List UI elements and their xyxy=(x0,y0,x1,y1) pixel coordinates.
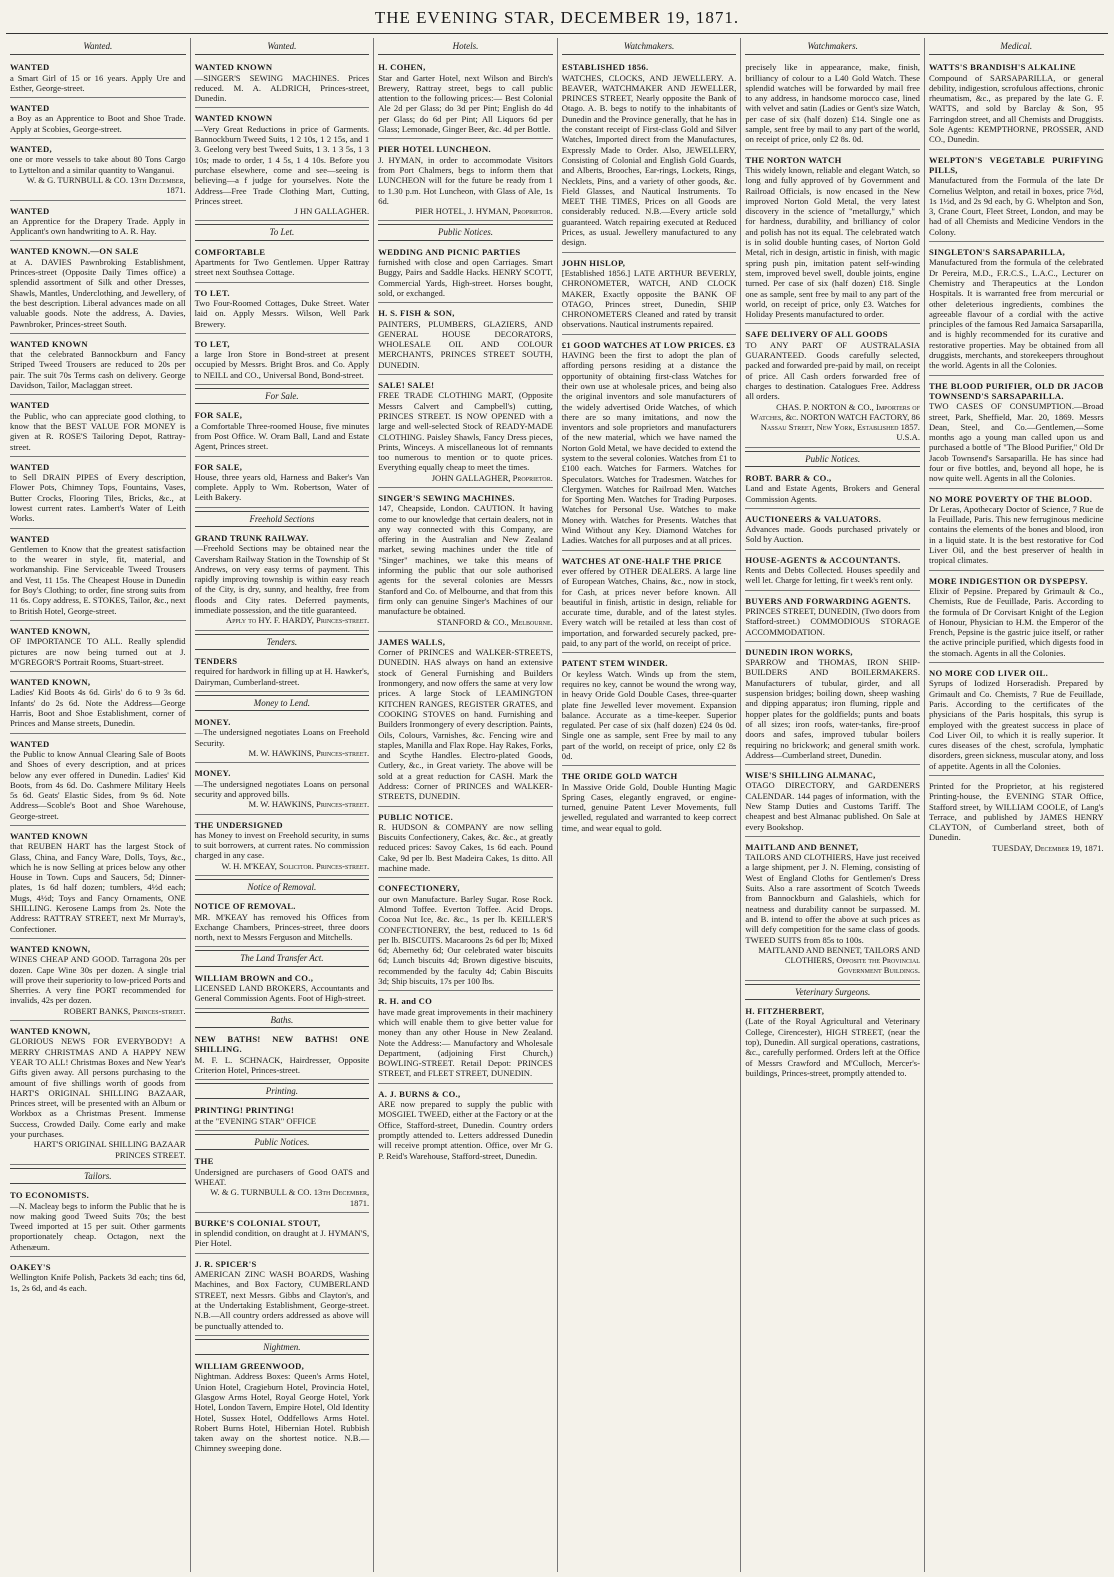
ad-headline: THE NORTON WATCH xyxy=(745,154,842,165)
column-2 xyxy=(190,38,374,1572)
ad-body: a Comfortable Three-roomed House, five minutes from Post Office. W. Oram Ball, Land and Estate Agent, Princes street. xyxy=(194,420,370,452)
ad-headline: JAMES WALLS, xyxy=(378,636,446,647)
section-heading: Veterinary Surgeons. xyxy=(745,984,920,1000)
ad-body: WINES CHEAP AND GOOD. Tarragona 20s per dozen. Cape Wine 30s per dozen. A single trial will prove their superiority to low-priced Ports and Sherries. A very fine PORT recommended for invalids, 42s per dozen. xyxy=(10,954,186,1006)
advertisement xyxy=(10,531,186,621)
advertisement xyxy=(10,59,186,98)
ad-signature: MAITLAND AND BENNET, TAILORS AND CLOTHIERS, Opposite the Provincial Government Buildings. xyxy=(758,944,920,976)
advertisement xyxy=(745,644,920,765)
ad-body: Manufactured from the Formula of the late Dr Cornelius Welpton, and retail in boxes, price 7½d, 1s 1½d, and 2s 9d each, by G. Whelpton and Son, 3, Crane Court, Fleet Street, London, and may be had of all Chemists and Medicine Vendors in the Colony. xyxy=(928,175,1104,237)
advertisement xyxy=(745,326,920,447)
ad-body: ARE now prepared to supply the public with MOSGIEL TWEED, either at the Factory or at the Office, Stafford-street, Dunedin. Country orders promptly attended to. Letters addressed Dunedin will receive prompt attention. Office, over Mr G. P. Reid's Warehouse, Stafford-street, Dunedin. xyxy=(378,1099,553,1161)
ad-headline: WANTED xyxy=(10,103,50,114)
section-heading: Baths. xyxy=(195,1012,370,1028)
advertisement xyxy=(10,141,186,200)
advertisement xyxy=(10,1023,186,1165)
advertisement xyxy=(10,828,186,939)
ad-headline: WANTED xyxy=(10,533,50,544)
ad-headline: TO LET, xyxy=(194,338,230,349)
ad-body: GLORIOUS NEWS FOR EVERYBODY! A MERRY CHRISTMAS AND A HAPPY NEW YEAR TO ALL! Christmas Boxes and New Year's Gifts given away. All persons purchasing to the amount of five shillings worth of goods from HART'S ORIGINAL SHILLING BAZAAR, Princes street, will be presented with an Album or Workbox as a Christmas Present. Immense Success, Crowded Daily. Come early and make your purchases. xyxy=(10,1036,186,1140)
column-6 xyxy=(924,38,1108,1572)
ad-body: a Boy as an Apprentice to Boot and Shoe Trade. Apply at Scobies, George-street. xyxy=(10,113,186,134)
advertisement xyxy=(745,152,920,325)
column-1 xyxy=(6,38,190,1572)
ad-headline: WANTED KNOWN xyxy=(10,831,88,841)
advertisement xyxy=(929,665,1104,776)
advertisement xyxy=(195,459,370,508)
ad-body: House, three years old, Harness and Baker's Van complete. Apply to Wm. Robertson, Water of Leith Bakery. xyxy=(194,471,370,503)
ad-headline: PATENT STEM WINDER. xyxy=(561,658,668,669)
advertisement xyxy=(562,768,737,837)
advertisement xyxy=(745,767,920,837)
ad-headline: NO MORE COD LIVER OIL. xyxy=(928,668,1049,679)
ad-body: TWO CASES OF CONSUMPTION.—Broad street, Park, Sheffield, Mar. 20, 1869. Messrs Dean, Steel, and Co.—Gentlemen,—Some months ago a young man called upon us and purchased a bottle of "The Blood Purifier," Old Dr Jacob Townsend's Sarsaparilla. He has since had four or five bottles, and, beyond all hope, he is now quite well. Agents in all the Colonies. xyxy=(928,401,1104,484)
ad-body: TAILORS AND CLOTHIERS, Have just received a large shipment, per J. N. Fleming, consisting of West of England Cloths for Gentlemen's Dress Suits. Also a rare assortment of Scotch Tweeds from Bannockburn and Galashiels, which for neatness and durability cannot be surpassed. M. and B. intend to offer the above at such prices as will defy competition for the same class of goods. TWEED SUITS from 85s to 100s. xyxy=(745,852,920,945)
ad-headline: WANTED, xyxy=(10,144,52,155)
ad-body: [Established 1856.] LATE ARTHUR BEVERLY, CHRONOMETER, WATCH, AND CLOCK MAKER, Exactly opposite the BANK OF OTAGO, Princes street, Dunedin, SHIP CHRONOMETERS Cleaned and rated by transit observations. Nautical instruments repaired. xyxy=(561,267,737,330)
ad-body: —SINGER'S SEWING MACHINES. Prices reduced. M. A. ALDRICH, Princes-street, Dunedin. xyxy=(194,72,370,104)
ad-body: Land and Estate Agents, Brokers and General Commission Agents. xyxy=(745,483,920,504)
ad-signature: M. W. HAWKINS, Princes-street. xyxy=(248,748,370,759)
ad-signature: HART'S ORIGINAL SHILLING BAZAAR PRINCES STREET. xyxy=(33,1139,186,1160)
advertisement xyxy=(378,377,553,488)
ad-body: WATCHES, CLOCKS, AND JEWELLERY. A. BEAVER, WATCHMAKER AND JEWELLER, PRINCES STREET, Nearly opposite the Bank of Otago. A. B. begs to notify to the inhabitants of Dunedin and the Province generally, that he has in the constant receipt of First-class Gold and Silver Watches, Imported direct from the Manufactures, Expressly Made to Order. Also, JEWELLERY, Consisting of Colonial and English Gold Guards, and Alberts, Brooches, Ear-rings, Lockets, Rings, Necklets, Pins, and a variety of other goods, &c. Field Glasses, and Nautical Instruments. To MEET THE TIMES, Prices on all Goods are considerably reduced. N.B.—Every article sold guaranteed. Watch repairing executed at Reduced Prices, as usual. Jewellery manufactured to any design. xyxy=(561,72,737,248)
ad-headline: WATCHES AT ONE-HALF THE PRICE xyxy=(561,555,722,566)
ad-headline: WATTS'S BRANDISH'S ALKALINE xyxy=(928,62,1076,73)
ad-body: Elixir of Pepsine. Prepared by Grimault & Co., Chemists, Rue de Feuillade, Paris. According to the formula of Dr Corvisart Knight of the Legion of Honour, Physician to H.M. the Emperor of the French, Pepsine is the gastric juice itself, or rather the active principle purified, which digests food in the stomach. Agents in all the Colonies. xyxy=(928,585,1104,658)
ad-body: that the celebrated Bannockburn and Fancy Striped Tweed Trousers are reduced to 20s per pair. The suit 70s Terms cash on delivery. George Davidson, Tailor, Maclaggan street. xyxy=(10,349,186,391)
ad-signature: M. W. HAWKINS, Princes-street. xyxy=(248,799,370,810)
advertisement xyxy=(10,1259,186,1297)
ad-headline: WANTED KNOWN xyxy=(194,113,273,124)
advertisement xyxy=(10,397,186,456)
ad-body: Ladies' Kid Boots 4s 6d. Girls' do 6 to 9 3s 6d. Infants' do 2s 6d. Note the Address—George Harris, Boot and Shoe Establishment, corner of Princes and Manse streets, Dunedin. xyxy=(10,687,186,729)
section-heading: Printing. xyxy=(195,1083,370,1099)
ad-body: ever offered by OTHER DEALERS. A large line of European Watches, Chains, &c., now in stock, for Cash, at prices never before known. All beautiful in finish, artistic in design, reliable for accurate time, durable, and of the latest styles. Every watch will be retailed at less than cost of importation, and forwarded securely packed, pre-paid, to any part of the world, on receipt of price. xyxy=(561,565,737,649)
ad-headline: MONEY. xyxy=(194,768,231,779)
column-3 xyxy=(373,38,557,1572)
ad-headline: £1 GOOD WATCHES AT LOW PRICES. £3 xyxy=(561,339,736,350)
ad-body: —The undersigned negotiates Loans on personal security and approved bills. xyxy=(194,778,370,799)
ad-body: required for hardwork in filling up at H. Hawker's, Dairyman, Cumberland-street. xyxy=(194,666,370,687)
advertisement xyxy=(195,765,370,814)
ad-headline: MONEY. xyxy=(194,717,231,728)
ad-headline: WILLIAM GREENWOOD, xyxy=(194,1361,305,1372)
advertisement xyxy=(745,593,920,642)
ad-headline: WANTED KNOWN xyxy=(10,338,88,349)
advertisement xyxy=(378,305,553,375)
ad-body: furnished with close and open Carriages. Smart Buggy, Pairs and Saddle Hacks. HENRY SCOTT, Commercial Yards, High-street. Horses bought, sold, or exchanged. xyxy=(378,257,553,298)
ad-headline: H. FITZHERBERT, xyxy=(745,1006,825,1017)
advertisement xyxy=(745,511,920,550)
column-heading: Wanted. xyxy=(195,38,370,55)
ad-body: that REUBEN HART has the largest Stock of Glass, China, and Fancy Ware, Dolls, Toys, &c., which he is now Selling at prices below any other House in Town. Cups and Saucers, 5d; Dinner-plates, 1s 6d half dozen; tumblers, 4½d each; Mugs, 4½d; Toys and Fancy Ornaments, ONE SHILLING. Kerosene Lamps from 2s. Note the Address: RATTRAY STREET, next Mr Murray's, Confectioner. xyxy=(10,841,186,934)
ad-body: OTAGO DIRECTORY, and GARDENERS CALENDAR. 144 pages of information, with the New Stamp Duties and Customs Tariff. The cheapest and best Almanac published. On Sale at every Bookshop. xyxy=(745,780,920,832)
advertisement xyxy=(195,336,370,385)
ad-signature: TUESDAY, December 19, 1871. xyxy=(992,842,1104,853)
advertisement xyxy=(562,655,737,766)
ad-headline: THE UNDERSIGNED xyxy=(194,819,283,830)
advertisement xyxy=(10,1187,186,1257)
ad-headline: JOHN HISLOP, xyxy=(561,257,626,268)
ad-body: an Apprentice for the Drapery Trade. Apply in Applicant's own handwriting to A. R. Hay. xyxy=(10,215,186,237)
ad-signature: CHAS. P. NORTON & CO., Importers of Watches, &c. NORTON WATCH FACTORY, 86 Nassau Street, New York, Established 1857. U.S.A. xyxy=(750,401,920,443)
advertisement xyxy=(10,203,186,242)
ad-body: Undersigned are purchasers of Good OATS and WHEAT. xyxy=(194,1166,370,1187)
ad-headline: BUYERS AND FORWARDING AGENTS. xyxy=(745,595,911,606)
advertisement xyxy=(195,1031,370,1080)
advertisement xyxy=(745,1003,920,1082)
advertisement xyxy=(562,59,737,252)
advertisement xyxy=(10,941,186,1021)
ad-headline: WANTED xyxy=(10,400,50,411)
ad-body: Wellington Knife Polish, Packets 3d each; tins 6d, 1s, 2s 6d, and 4s each. xyxy=(10,1272,186,1293)
ad-headline: WANTED KNOWN xyxy=(194,62,273,73)
ad-body: Corner of PRINCES and WALKER-STREETS, DUNEDIN. HAS always on hand an extensive stock of General Furnishing and Builders Ironmongery, and now offers the same at very low prices. A large Stock of LEAMINGTON KITCHEN RANGES, REGISTER GRATES, and COOKING STOVES on hand. Furnishing and Builders Ironmongery of every description. Paints, Oils, Colours, Varnishes, &c. Fencing wire and staples, Manilla and Flax Rope. Hay Rakes, Forks, and Scythe Handles. Electro-plated Goods, Cutlery, &c., in Great variety. The above will be sold at a great reduction for CASH. Mark the Address: Corner of PRINCES and WALKER-STREETS, DUNEDIN. xyxy=(378,647,553,802)
ad-body: Manufactured from the formula of the celebrated Dr Pereira, M.D., F.R.C.S., L.A.C., Lecturer on Chemistry and Therapeutics at the London Hospitals. It is warranted free from mercurial or other deleterious ingredients, combines the agreeable flavour of a cordial with the active principles of the famous Red Jamaica Sarsaparilla, and is highly recommended for its curative and restorative properties. May be obtained from all druggists, merchants, and storekeepers throughout the world. Agents in all the Colonies. xyxy=(928,257,1104,371)
advertisement xyxy=(378,809,553,879)
section-heading: The Land Transfer Act. xyxy=(195,950,370,966)
ad-body: Gentlemen to Know that the greatest satisfaction to the wearer in style, fit, material, and workmanship. Fine Serviceable Tweed Trousers and Vest, 11 15s. The Cheapest House in Dunedin for Boy's Clothing; to order, fine strong suits from 11 6s. Copy address, E. STOKES, Tailor, &c., next to British Hotel, George-street. xyxy=(10,543,186,616)
ad-headline: A. J. BURNS & CO., xyxy=(378,1088,461,1099)
ad-body: (Late of the Royal Agricultural and Veterinary College, Cirencester), HIGH STREET, (near the top), Dunedin. All surgical operations, castrations, &c., carefully performed. Orders left at the Office of Messrs Crawford and M'Culloch, Mercer's-buildings, Princes-street, promptly attended to. xyxy=(745,1016,920,1078)
advertisement xyxy=(562,255,737,335)
advertisement xyxy=(195,110,370,221)
section-heading: Public Notices. xyxy=(195,1134,370,1150)
section-heading: Tailors. xyxy=(10,1168,186,1184)
advertisement xyxy=(562,337,737,551)
advertisement xyxy=(195,530,370,631)
ad-body: J. HYMAN, in order to accommodate Visitors from Port Chalmers, begs to inform them that LUNCHEON will for the future be ready from 1 to 1.30 p.m. Hot Luncheon, with Glass of Ale, 1s 6d. xyxy=(378,154,553,206)
advertisement xyxy=(562,553,737,654)
ad-signature: W. & G. TURNBULL & CO. 13th December, 1871. xyxy=(26,174,186,196)
ad-body: Nightman. Address Boxes: Queen's Arms Hotel, Union Hotel, Cragieburn Hotel, Provincia Hotel, Glasgow Arms Hotel, Royal George Hotel, York Hotel, London Tavern, Empire Hotel, Old Identity Hotel, Sussex Hotel, Oddfellows Arms Hotel. Robert Burns Hotel, Hibernian Hotel. Rubbish taken away on the shortest notice. N.B.—Chimney sweeping done. xyxy=(194,1371,370,1454)
ad-headline: TENDERS xyxy=(194,655,238,666)
ad-headline: FOR SALE, xyxy=(194,461,243,472)
ad-body: In Massive Oride Gold, Double Hunting Magic Spring Cases, elegantly engraved, or engine-turned, genuine Patent Lever Movements, full jewelled, regulated and warranted to keep correct time, and wear equal to gold. xyxy=(561,781,737,833)
ad-body: Dr Leras, Apothecary Doctor of Science, 7 Rue de la Feuillade, Paris. This new ferruginous medicine contains the elements of the bones and blood, iron in a liquid state. It is the best restorative for Cod Liver Oil, and the best preserver of health in tropical climates. xyxy=(928,503,1104,566)
advertisement xyxy=(195,407,370,456)
ad-headline: WISE'S SHILLING ALMANAC, xyxy=(745,770,876,781)
column-4 xyxy=(557,38,741,1572)
advertisement xyxy=(195,898,370,947)
section-heading: To Let. xyxy=(195,224,370,240)
advertisement xyxy=(929,778,1104,857)
advertisement xyxy=(10,336,186,395)
ad-body: the Public to know Annual Clearing Sale of Boots and Shoes of every description, and at prices below any ever offered in Dunedin. Ladies' Kid Boots, from 4s 6d. Do. Cashmere Military Heels 5s 6d. Geats' Elastic Sides, from 9s 6d. Note Address—Scoble's Boot and Shoe Warehouse, George-street. xyxy=(10,748,186,821)
advertisement xyxy=(378,490,553,632)
advertisement xyxy=(195,1358,370,1458)
ad-body: OF IMPORTANCE TO ALL. Really splendid pictures are now being turned out at J. M'GREGOR'S Portrait Rooms, Stuart-street. xyxy=(10,636,186,667)
ad-body: at A. DAVIES Pawnbroking Establishment, Princes-street (Opposite Daily Times office) a splendid assortment of Silk and other Dresses, Shawls, Mantles, Underclothing, and Jewellery, of the best description. Liberal advances made on all valuable goods. Note the address, A. Davies, Pawnbroker, Princes-street South. xyxy=(10,256,186,329)
masthead: THE EVENING STAR, DECEMBER 19, 1871. xyxy=(374,8,740,27)
advertisement xyxy=(378,634,553,807)
advertisement xyxy=(195,714,370,763)
ad-headline: NEW BATHS! NEW BATHS! ONE SHILLING. xyxy=(194,1033,370,1055)
ad-headline: DUNEDIN IRON WORKS, xyxy=(745,646,853,657)
ad-body: SPARROW and THOMAS, IRON SHIP-BUILDERS AND BOILERMAKERS. Manufacturers of tubular, girder, and all suspension bridges; boiling down, sheep washing and dipping apparatus; iron fluming, ripple and hopper plates for the goldfields; punts and boats of all sizes; iron roofs, water-tanks, fire-proof doors and safes, improved tubular boilers requiring no brickwork; and general smith work. Address—Cumberland street, Dunedin. xyxy=(745,657,920,760)
section-heading: For Sale. xyxy=(195,388,370,404)
ad-signature: ROBERT BANKS, Princes-street. xyxy=(63,1005,186,1016)
advertisement xyxy=(195,1256,370,1336)
ad-body: 147, Cheapside, London. CAUTION. It having come to our knowledge that certain dealers, not in any way connected with this Company, are offering in the Australian and New Zealand market, sewing machines under the title of "Singer" machines, we take this means of informing the public that our sole authorised agents for the several colonies are Messrs Stanford and Co. of Melbourne, and that from this firm only can genuine Singer's Machines of our manufacture be obtained. xyxy=(378,503,553,617)
ad-headline: WANTED KNOWN, xyxy=(10,625,91,636)
advertisement xyxy=(745,59,920,149)
ad-body: R. HUDSON & COMPANY are now selling Biscuits Confectionery, Cakes, &c. &c., at greatly reduced prices: Savoy Cakes, 1s 6d each. Pound Cake, 9d per lb. Best Madeira Cakes, 1s ditto. All machine made. xyxy=(378,821,553,874)
ad-body: at the "EVENING STAR" OFFICE xyxy=(194,1115,316,1126)
ad-body: TO ANY PART OF AUSTRALASIA GUARANTEED. Goods carefully selected, packed and forwarded pre-paid by mail, on receipt of price. All Cash orders forwarded free of charges to destination. Catalogues Free. Address all orders. xyxy=(745,339,920,402)
ad-signature: STANFORD & CO., Melbourne. xyxy=(436,616,553,627)
ad-body: Advances made. Goods purchased privately or Sold by Auction. xyxy=(745,524,920,545)
masthead-rule xyxy=(6,33,1108,34)
ad-body: M. F. L. SCHNACK, Hairdresser, Opposite Criterion Hotel, Princes-street. xyxy=(194,1054,370,1075)
advertisement xyxy=(929,152,1104,242)
section-heading: Notice of Removal. xyxy=(195,879,370,895)
advertisement xyxy=(745,470,920,509)
advertisement xyxy=(195,817,370,876)
ad-headline: H. S. FISH & SON, xyxy=(378,308,455,319)
ad-signature: Apply to HY. F. HARDY, Princes-street. xyxy=(225,615,370,626)
ad-headline: OAKEY'S xyxy=(10,1261,51,1272)
advertisement xyxy=(195,59,370,108)
ad-body: Two Four-Roomed Cottages, Duke Street. Water laid on. Apply Messrs. Wilson, Well Park Brewery. xyxy=(194,297,370,329)
ad-signature: JOHN GALLAGHER, Proprietor. xyxy=(431,472,553,483)
ad-headline: WANTED KNOWN, xyxy=(10,943,91,954)
advertisement xyxy=(10,243,186,333)
ad-headline: PIER HOTEL LUNCHEON. xyxy=(378,144,491,155)
advertisement xyxy=(745,552,920,591)
column-heading: Wanted. xyxy=(10,38,186,55)
advertisement xyxy=(378,1086,553,1165)
ad-body: have made great improvements in their machinery which will enable them to give better value for money than any other House in New Zealand. Note the Address:— Manufactory and Wholesale Department, (adjoining First Church,) BOWLING-STREET. Retail Depot: PRINCES STREET, and FLEET STREET, DUNEDIN. xyxy=(378,1006,553,1079)
ad-body: a Smart Girl of 15 or 16 years. Apply Ure and Esther, George-street. xyxy=(10,72,186,93)
column-heading: Hotels. xyxy=(378,38,553,55)
ad-headline: WELPTON'S VEGETABLE PURIFYING PILLS, xyxy=(928,154,1104,175)
ad-body: Apartments for Two Gentlemen. Upper Rattray street next Southsea Cottage. xyxy=(194,257,370,278)
advertisement xyxy=(929,378,1104,489)
section-heading: Money to Lend. xyxy=(195,695,370,711)
advertisement xyxy=(195,1102,370,1131)
ad-headline: WANTED KNOWN, xyxy=(10,677,91,688)
ad-signature: W. & G. TURNBULL & CO. 13th December, 1871. xyxy=(210,1187,370,1208)
ad-body: one or more vessels to take about 80 Tons Cargo to Lyttelton and a similar quantity to Wanganui. xyxy=(10,154,186,175)
advertisement xyxy=(378,993,553,1083)
advertisement xyxy=(195,970,370,1009)
ad-headline: COMFORTABLE xyxy=(194,246,266,257)
ad-headline: MORE INDIGESTION OR DYSPEPSY. xyxy=(928,575,1088,586)
ad-signature: PIER HOTEL, J. HYMAN, Proprietor. xyxy=(414,206,553,217)
ad-body: —The undersigned negotiates Loans on Freehold Security. xyxy=(194,727,370,748)
ad-headline: ROBT. BARR & CO., xyxy=(745,472,832,483)
column-heading: Watchmakers. xyxy=(745,38,920,55)
ad-headline: AUCTIONEERS & VALUATORS. xyxy=(745,513,882,524)
ad-body: MR. M'KEAY has removed his Offices from Exchange Chambers, Princes-street, three doors north, next to Messrs Ferguson and Mitchells. xyxy=(194,911,370,943)
section-heading: Public Notices. xyxy=(378,224,553,240)
ad-signature: W. H. M'KEAY, Solicitor. Princes-street. xyxy=(221,860,370,871)
ad-body: precisely like in appearance, make, finish, brilliancy of colour to a L40 Gold Watch. These splendid watches will be forwarded by mail free to any address, in handsome morocco case, lined with velvet and satin (Ladies or Gent's size Watch, per case of six (half dozen) £14. Single one as sample, sent free by mail to any part of the world, on receipt of price, only £2 8s. 0d. xyxy=(745,62,920,145)
advertisement xyxy=(929,491,1104,571)
ad-headline: TO LET. xyxy=(194,287,230,298)
ad-body: Or keyless Watch. Winds up from the stem, requires no key, cannot be wound the wrong way, in heavy Oride Gold Double Cases, three-quarter plate fine Jewelled lever movement. Expansion balance. Accurate as a time-keeper. Superior regulated. Per case of six (half dozen) £24 0s 0d. Single one as sample, sent Free by mail to any part of the world, on receipt of price, only £2 8s 0d. xyxy=(561,668,737,761)
section-heading: Freehold Sections xyxy=(195,511,370,527)
ad-headline: SINGER'S SEWING MACHINES. xyxy=(378,492,515,503)
ad-body: HAVING been the first to adopt the plan of affording persons residing at a distance the opportunity of obtaining first-class Watches for their own use at wholesale prices, and being also the original inventors and sole manufacturers of the widely advertised Oride Watches, of which there are so many imitations, and now the inventors and sole proprietors and manufacturers of the new material, which we have named the Norton Gold Metal, we have decided to extend the system to the several colonies. Watches from £1 to £100 each. Watches for Farmers. Watches for Speculators. Watches for Tradesmen. Watches for Clergymen. Watches for Railroad Men. Watches for Sporting Men. Watches for Trading Purposes. Watches for Personal Use. Watches to make Money with. Watches for Presents. Watches that Wind Without any Key. Diamond Watches for Ladies. Watches for all purposes and at all prices. xyxy=(561,350,737,546)
advertisement xyxy=(10,674,186,733)
ad-body: PAINTERS, PLUMBERS, GLAZIERS, AND GENERAL HOUSE DECORATORS, WHOLESALE OIL AND COLOUR MERCHANTS, PRINCES STREET SOUTH, DUNEDIN. xyxy=(378,318,553,370)
advertisement xyxy=(929,244,1104,376)
ad-body: LICENSED LAND BROKERS, Accountants and General Commission Agents. Foot of High-street. xyxy=(194,983,370,1004)
column-heading: Watchmakers. xyxy=(562,38,737,55)
ad-headline: HOUSE-AGENTS & ACCOUNTANTS. xyxy=(745,554,901,565)
ad-body: FREE TRADE CLOTHING MART, (Opposite Messrs Calvert and Campbell's) cutting, PRINCES STREET. IS NOW OPENED with a large and well-selected Stock of READY-MADE CLOTHING. Paisley Shawls, Fancy Dress pieces, Prints, Winceys. A miscellaneous lot of remnants too numerous to mention or to quote prices. Everything equally cheap to meet the times. xyxy=(378,390,553,473)
ad-headline: R. H. and CO xyxy=(378,996,433,1007)
ad-headline: CONFECTIONERY, xyxy=(378,883,460,894)
ad-headline: THE BLOOD PURIFIER, OLD DR JACOB TOWNSEND'S SARSAPARILLA. xyxy=(928,380,1104,401)
ad-headline: ESTABLISHED 1856. xyxy=(561,62,649,73)
ad-headline: WANTED KNOWN.—ON SALE xyxy=(10,246,139,257)
ad-headline: BURKE'S COLONIAL STOUT, xyxy=(194,1217,321,1228)
advertisement xyxy=(745,839,920,981)
section-heading: Public Notices. xyxy=(745,451,920,467)
ad-body: Star and Garter Hotel, next Wilson and Birch's Brewery, Rattray street, begs to call public attention to the following prices:— Best Colonial Ale 2d per Glass; do 3d per Pint; English do 4d per Glass; do 6d per Pint; All Liquors 6d per Glass; Lemonade, Ginger Beer, &c. 4d per Bottle. xyxy=(378,72,553,135)
advertisement xyxy=(378,880,553,991)
advertisement xyxy=(378,141,553,221)
ad-body: in splendid condition, on draught at J. HYMAN'S, Pier Hotel. xyxy=(194,1228,370,1249)
ad-headline: WANTED xyxy=(10,738,50,749)
ad-headline: PRINTING! PRINTING! xyxy=(194,1105,295,1116)
ad-headline: FOR SALE, xyxy=(194,410,243,421)
ad-headline: WILLIAM BROWN and CO., xyxy=(194,972,314,983)
ad-headline: WANTED KNOWN, xyxy=(10,1026,91,1037)
ad-headline: WANTED xyxy=(10,205,50,216)
column-5 xyxy=(740,38,924,1572)
ad-headline: SAFE DELIVERY OF ALL GOODS xyxy=(745,329,888,340)
ad-body: AMERICAN ZINC WASH BOARDS, Washing Machines, and Box Factory, CUMBERLAND STREET, next Messrs. Gibbs and Clayton's, and at the Undertaking Establishment, George-street. N.B.—All country orders addressed as above will be punctually attended to. xyxy=(194,1269,370,1331)
ad-headline: TO ECONOMISTS. xyxy=(10,1190,90,1201)
ad-signature: J HN GALLAGHER. xyxy=(294,206,370,217)
ad-headline: H. COHEN, xyxy=(378,62,426,73)
section-heading: Tenders. xyxy=(195,634,370,650)
advertisement xyxy=(378,59,553,139)
ad-headline: J. R. SPICER'S xyxy=(194,1258,257,1269)
advertisement xyxy=(378,244,553,303)
ad-headline: WANTED xyxy=(10,62,50,73)
ad-body: to Sell DRAIN PIPES of Every description, Flower Pots, Chimney Tops, Fountains, Vases, Butter Crocks, Flooring Tiles, Bricks, &c., at lowest current rates. Lambert's Water of Leith Works. xyxy=(10,472,186,524)
ad-headline: NO MORE POVERTY OF THE BLOOD. xyxy=(928,493,1093,504)
ad-body: Syrups of Iodized Horseradish. Prepared by Grimault and Co. Chemists, 7 Rue de Feuillade, Paris. According to the certificates of the physicians of the Paris hospitals, this syrup is employed with the greatest success in place of Cod Liver Oil, to which it is really superior. It cures diseases of the chest, scrofula, lymphatic disorders, green sickness, muscular atony, and loss of appetite. Agents in all the Colonies. xyxy=(928,678,1104,771)
ad-body: —Freehold Sections may be obtained near the Caversham Railway Station in the Township of St Andrews, on very easy terms of payment. This rapidly improving township is within easy reach of the City, is dry, sunny, and healthy, free from floods and City rates. Deferred payments, immediate possession, and the title guaranteed. xyxy=(194,543,370,616)
ad-headline: WANTED xyxy=(10,461,50,472)
ad-headline: THE ORIDE GOLD WATCH xyxy=(561,771,678,782)
ad-headline: SALE! SALE! xyxy=(378,380,435,391)
ad-body: This widely known, reliable and elegant Watch, so long and fully approved of by Government and Railroad Officials, is now encased in the New improved Norton Gold Metal, the very latest discovery in the science of "metallurgy," which for hardness, durability, and brilliancy of color and polish has not its equal. The celebrated watch is in solid double hunting cases, of Norton Gold Metal, rich in design, artistic in finish, with magic spring push pin, imitation patent self-winding stem, improved bevel swell, double joints, engine turned. Per case of six (half dozen) £18. Single one as sample, sent free by mail to any part of the world, on receipt of price, only £3. Watches for Holiday Presents manufactured to order. xyxy=(745,164,920,320)
advertisement xyxy=(10,736,186,826)
column-heading: Medical. xyxy=(929,38,1104,55)
ad-body: Printed for the Proprietor, at his registered Printing-house, the EVENING STAR Office, Stafford street, by WILLIAM COOLE, of Lang's Terrace, and published by JAMES HENRY CLAYTON, of Cumberland street, both of Dunedin. xyxy=(928,781,1104,843)
advertisement xyxy=(195,1215,370,1254)
advertisement xyxy=(10,100,186,139)
advertisement xyxy=(195,285,370,334)
ad-headline: WEDDING AND PICNIC PARTIES xyxy=(378,246,521,257)
advertisement xyxy=(10,623,186,672)
section-heading: Nightmen. xyxy=(195,1339,370,1355)
ad-body: Rents and Debts Collected. Houses speedily and well let. Charge for letting, fir t week's rent only. xyxy=(745,565,920,586)
ad-headline: GRAND TRUNK RAILWAY. xyxy=(194,532,309,543)
advertisement xyxy=(929,59,1104,149)
advertisement xyxy=(195,1153,370,1212)
ad-body: the Public, who can appreciate good clothing, to know that the BEST VALUE FOR MONEY is given at R. ROSE'S Tailoring Depot, Rattray-street. xyxy=(10,410,186,452)
ad-headline: MAITLAND AND BENNET, xyxy=(745,841,859,852)
ad-body: PRINCES STREET, DUNEDIN, (Two doors from Stafford-street.) COMMODIOUS STORAGE ACCOMMODATION. xyxy=(745,605,920,637)
ad-headline: NOTICE OF REMOVAL. xyxy=(194,901,296,912)
ad-body: a large Iron Store in Bond-street at present occupied by Messrs. Bright Bros. and Co. Apply to NEILL and CO., Universal Bond, Bond-street. xyxy=(194,349,370,380)
ad-headline: THE xyxy=(194,1156,214,1167)
advertisement xyxy=(195,653,370,692)
advertisement xyxy=(195,244,370,283)
ad-body: our own Manufacture. Barley Sugar. Rose Rock. Almond Toffee. Everton Toffee. Acid Drops. Cocoa Nut Ice, &c. &c., 1s per lb. KEILLER'S CONFECTIONERY, the best, reduced to 1s 6d per lb. BISCUITS. Macaroons 2s 6d per lb; Mixed 6d; Abernethy 6d; Our celebrated water biscuits 6d; Lunch biscuits 4d; Brown digestive biscuits, recommended by the faculty 4d; Cabin Biscuits 3d; Ship biscuits, 17s per 100 lbs. xyxy=(378,893,553,987)
newspaper-columns xyxy=(6,38,1108,1572)
ad-body: has Money to invest on Freehold security, in sums to suit borrowers, at current rates. No commission charged in any case. xyxy=(194,829,370,861)
advertisement xyxy=(10,459,186,529)
ad-headline: SINGLETON'S SARSAPARILLA, xyxy=(928,247,1066,258)
ad-body: Compound of SARSAPARILLA, or general debility, indigestion, scrofulous affections, chronic rheumatism, &c., as prepared by the late G. F. WATTS, and sold by Barclay & Son, 95 Farringdon street, and all Chemists and Druggists. Sole Agents: KEMPTHORNE, PROSSER, AND CO., Dunedin. xyxy=(928,72,1104,145)
ad-body: —N. Macleay begs to inform the Public that he is now making good Tweed Suits 70s; the best Tweed imported at 15 per suit. Other garments proportionately cheap. Octagon, next the Athenæum. xyxy=(10,1200,186,1252)
ad-headline: PUBLIC NOTICE. xyxy=(378,811,454,822)
advertisement xyxy=(929,573,1104,663)
ad-body: —Very Great Reductions in price of Garments. Bannockburn Tweed Suits, 1 2 10s, 1 2 15s, and 1 3. Geelong very best Tweed Suits, 1 3. 1 3 5s, 1 3 10s; made to order, 1 4 5s, 1 4 10s. Before you purchase elsewhere, come and see—seeing is believing—a f judge for yourselves. Note the Address—Free Trade Clothing Mart, Cutting, Princes street. xyxy=(194,123,370,206)
